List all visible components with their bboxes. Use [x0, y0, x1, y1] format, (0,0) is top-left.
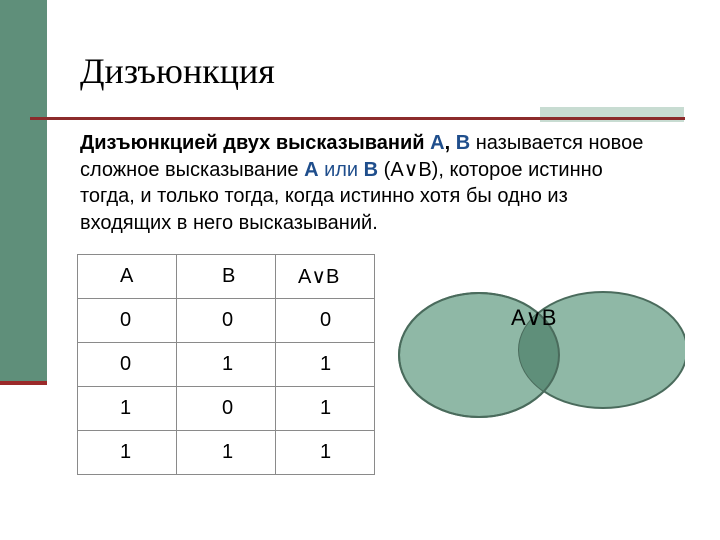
- header-a-or-b: A∨B: [276, 255, 375, 299]
- table-cell: 0: [177, 299, 276, 343]
- or-word: или: [318, 158, 364, 181]
- truth-table: [77, 254, 375, 475]
- var-a: А: [430, 132, 445, 154]
- table-cell: 1: [276, 387, 375, 431]
- table-header-row: [78, 255, 375, 299]
- table-cell: 0: [177, 387, 276, 431]
- table-cell: 0: [276, 299, 375, 343]
- venn-label: A∨B: [511, 305, 557, 330]
- definition-part-2: (А: [378, 158, 404, 181]
- var-b-2: В: [363, 158, 379, 181]
- table-cell: 1: [78, 431, 177, 475]
- definition-term: Дизъюнкцией двух высказываний: [80, 132, 431, 154]
- table-row: [78, 299, 375, 343]
- slide-title: Дизъюнкция: [80, 51, 275, 91]
- table-row: [78, 343, 375, 387]
- left-accent-bar: [0, 0, 47, 383]
- var-b: В: [455, 132, 471, 154]
- table-cell: 0: [78, 343, 177, 387]
- comma: ,: [444, 132, 456, 154]
- table-row: [78, 431, 375, 475]
- header-a: A: [78, 255, 177, 299]
- title-divider: [30, 117, 685, 120]
- left-accent-line: [0, 381, 47, 385]
- definition-part-3: В), которое истинно тогда, и только тогда, когда истинно хотя бы одно из входящих в него высказываний.: [80, 158, 603, 234]
- var-a-2: А: [304, 158, 319, 181]
- table-cell: 1: [276, 343, 375, 387]
- table-cell: 1: [78, 387, 177, 431]
- table-cell: 0: [78, 299, 177, 343]
- table-cell: 1: [177, 343, 276, 387]
- definition-text: [80, 130, 650, 236]
- header-b: B: [177, 255, 276, 299]
- table-cell: 1: [276, 431, 375, 475]
- table-cell: 1: [177, 431, 276, 475]
- disjunction-symbol: ∨: [403, 158, 419, 181]
- venn-diagram: [395, 280, 685, 420]
- definition-part-1: называется новое сложное высказывание: [80, 132, 644, 181]
- table-row: [78, 387, 375, 431]
